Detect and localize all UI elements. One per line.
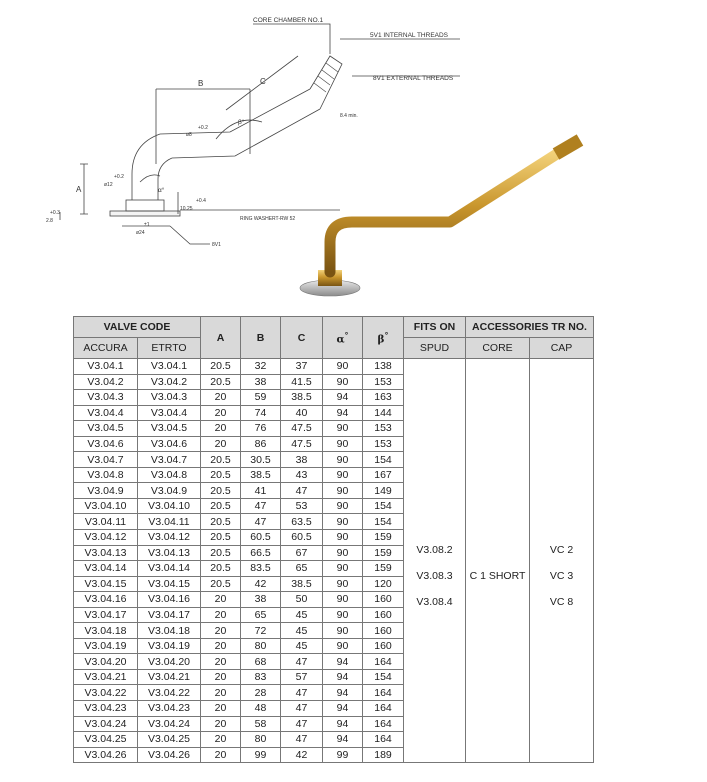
bent-tube-photo: [330, 152, 560, 272]
accura-header: ACCURA: [74, 338, 138, 359]
spud-cell: [404, 359, 466, 763]
brass-valve-stem-photo: [290, 130, 610, 305]
h1025-label: 10.25: [180, 206, 193, 212]
b-cell: 74: [241, 405, 281, 421]
etrto-cell: V3.04.24: [138, 716, 201, 732]
b-cell: 38: [241, 592, 281, 608]
a-cell: 20: [201, 732, 241, 748]
etrto-cell: V3.04.13: [138, 545, 201, 561]
beta-cell: 154: [363, 669, 404, 685]
etrto-cell: V3.04.21: [138, 669, 201, 685]
c-cell: 50: [281, 592, 323, 608]
c-cell: 57: [281, 669, 323, 685]
c-cell: 47: [281, 716, 323, 732]
threaded-tip-photo: [556, 140, 580, 154]
a-cell: 20: [201, 592, 241, 608]
alpha-arc: [140, 175, 160, 182]
accura-cell: V3.04.14: [74, 561, 138, 577]
b-cell: 47: [241, 498, 281, 514]
cap-header: CAP: [530, 338, 594, 359]
alpha-cell: 90: [323, 607, 363, 623]
cap-value: VC 2: [549, 543, 574, 556]
a-cell: 20: [201, 623, 241, 639]
alpha-cell: 90: [323, 623, 363, 639]
accura-cell: V3.04.16: [74, 592, 138, 608]
dim-b-label: B: [198, 79, 204, 88]
accura-cell: V3.04.11: [74, 514, 138, 530]
beta-cell: 149: [363, 483, 404, 499]
accura-cell: V3.04.24: [74, 716, 138, 732]
accura-cell: V3.04.6: [74, 436, 138, 452]
c-cell: 37: [281, 359, 323, 375]
a-cell: 20: [201, 716, 241, 732]
dim-c-label: C: [260, 77, 266, 86]
col-beta-header: [363, 317, 404, 359]
beta-cell: 160: [363, 607, 404, 623]
beta-label: β°: [238, 119, 245, 126]
alpha-cell: 94: [323, 654, 363, 670]
accura-cell: V3.04.1: [74, 359, 138, 375]
accura-cell: V3.04.15: [74, 576, 138, 592]
beta-cell: 120: [363, 576, 404, 592]
accura-cell: V3.04.3: [74, 390, 138, 406]
alpha-symbol: α: [336, 333, 345, 346]
core-header: CORE: [466, 338, 530, 359]
a-cell: 20.5: [201, 498, 241, 514]
etrto-cell: V3.04.17: [138, 607, 201, 623]
b-cell: 58: [241, 716, 281, 732]
b-cell: 38.5: [241, 467, 281, 483]
b-cell: 80: [241, 732, 281, 748]
c-cell: 38.5: [281, 576, 323, 592]
a-cell: 20.5: [201, 561, 241, 577]
beta-cell: 153: [363, 374, 404, 390]
a-cell: 20: [201, 654, 241, 670]
c-cell: 65: [281, 561, 323, 577]
alpha-degree: °: [344, 329, 349, 340]
etrto-cell: V3.04.22: [138, 685, 201, 701]
c-cell: 63.5: [281, 514, 323, 530]
a-cell: 20.5: [201, 483, 241, 499]
b-cell: 76: [241, 421, 281, 437]
beta-cell: 154: [363, 498, 404, 514]
core-chamber-label: CORE CHAMBER NO.1: [253, 17, 324, 24]
accura-cell: V3.04.8: [74, 467, 138, 483]
accura-cell: V3.04.12: [74, 530, 138, 546]
c-cell: 47: [281, 732, 323, 748]
spud-header: SPUD: [404, 338, 466, 359]
alpha-cell: 90: [323, 374, 363, 390]
beta-cell: 153: [363, 436, 404, 452]
beta-cell: 189: [363, 747, 404, 763]
etrto-cell: V3.04.18: [138, 623, 201, 639]
d12-tolerance: +0.2: [114, 174, 124, 180]
cap-value: VC 8: [549, 595, 574, 608]
alpha-cell: 94: [323, 405, 363, 421]
a-cell: 20.5: [201, 467, 241, 483]
spud-value: V3.08.4: [416, 595, 453, 608]
c-cell: 67: [281, 545, 323, 561]
c-cell: 47: [281, 654, 323, 670]
alpha-cell: 90: [323, 545, 363, 561]
col-c-header: C: [281, 317, 323, 359]
alpha-cell: 94: [323, 390, 363, 406]
accura-cell: V3.04.10: [74, 498, 138, 514]
a-cell: 20: [201, 685, 241, 701]
alpha-cell: 90: [323, 421, 363, 437]
a-cell: 20.5: [201, 374, 241, 390]
beta-cell: 159: [363, 561, 404, 577]
d12-label: ø12: [104, 182, 113, 188]
etrto-cell: V3.04.3: [138, 390, 201, 406]
etrto-header: ETRTO: [138, 338, 201, 359]
beta-cell: 164: [363, 732, 404, 748]
alpha-cell: 90: [323, 452, 363, 468]
etrto-cell: V3.04.7: [138, 452, 201, 468]
etrto-cell: V3.04.26: [138, 747, 201, 763]
etrto-cell: V3.04.5: [138, 421, 201, 437]
c-cell: 47.5: [281, 421, 323, 437]
beta-cell: 164: [363, 685, 404, 701]
accura-cell: V3.04.22: [74, 685, 138, 701]
c-cell: 38: [281, 452, 323, 468]
b-cell: 66.5: [241, 545, 281, 561]
c-cell: 38.5: [281, 390, 323, 406]
beta-degree: °: [384, 329, 389, 340]
a-cell: 20.5: [201, 530, 241, 546]
b-cell: 83.5: [241, 561, 281, 577]
c-cell: 47.5: [281, 436, 323, 452]
alpha-cell: 94: [323, 716, 363, 732]
core-value: C 1 SHORT: [469, 569, 526, 582]
b-cell: 38: [241, 374, 281, 390]
b-cell: 60.5: [241, 530, 281, 546]
beta-cell: 159: [363, 530, 404, 546]
b-cell: 30.5: [241, 452, 281, 468]
accura-cell: V3.04.20: [74, 654, 138, 670]
table-row: [74, 359, 594, 375]
a-cell: 20: [201, 747, 241, 763]
c-cell: 45: [281, 623, 323, 639]
d8-tolerance: +0.2: [198, 125, 208, 131]
a-cell: 20.5: [201, 545, 241, 561]
b-cell: 42: [241, 576, 281, 592]
alpha-cell: 90: [323, 483, 363, 499]
d8-label: ø8: [186, 132, 192, 138]
etrto-cell: V3.04.15: [138, 576, 201, 592]
a-cell: 20.5: [201, 452, 241, 468]
beta-cell: 163: [363, 390, 404, 406]
b-cell: 32: [241, 359, 281, 375]
b-cell: 41: [241, 483, 281, 499]
alpha-cell: 99: [323, 747, 363, 763]
beta-cell: 167: [363, 467, 404, 483]
a-cell: 20: [201, 638, 241, 654]
c-cell: 42: [281, 747, 323, 763]
etrto-cell: V3.04.11: [138, 514, 201, 530]
accura-cell: V3.04.13: [74, 545, 138, 561]
accura-cell: V3.04.25: [74, 732, 138, 748]
dim-a-label: A: [76, 185, 82, 194]
etrto-cell: V3.04.12: [138, 530, 201, 546]
b-cell: 99: [241, 747, 281, 763]
a-cell: 20.5: [201, 576, 241, 592]
a-cell: 20.5: [201, 359, 241, 375]
alpha-cell: 90: [323, 576, 363, 592]
c-cell: 47: [281, 483, 323, 499]
alpha-cell: 90: [323, 561, 363, 577]
etrto-cell: V3.04.4: [138, 405, 201, 421]
col-a-header: A: [201, 317, 241, 359]
alpha-cell: 90: [323, 592, 363, 608]
beta-cell: 144: [363, 405, 404, 421]
b-cell: 80: [241, 638, 281, 654]
etrto-cell: V3.04.14: [138, 561, 201, 577]
beta-cell: 160: [363, 592, 404, 608]
c-cell: 41.5: [281, 374, 323, 390]
beta-cell: 154: [363, 514, 404, 530]
external-threads-label: 8V1 EXTERNAL THREADS: [373, 75, 454, 82]
spud-value: V3.08.3: [416, 569, 453, 582]
accura-cell: V3.04.9: [74, 483, 138, 499]
valve-code-header: VALVE CODE: [74, 317, 201, 338]
a-cell: 20.5: [201, 514, 241, 530]
d24-tolerance: ±1: [144, 222, 150, 228]
accura-cell: V3.04.4: [74, 405, 138, 421]
accura-cell: V3.04.5: [74, 421, 138, 437]
fits-on-header: FITS ON: [404, 317, 466, 338]
ring-washer-shape: [110, 211, 180, 216]
alpha-cell: 90: [323, 467, 363, 483]
accura-cell: V3.04.23: [74, 701, 138, 717]
beta-cell: 160: [363, 623, 404, 639]
valve-spec-table: [73, 316, 594, 763]
alpha-cell: 94: [323, 732, 363, 748]
spud-value: V3.08.2: [416, 543, 453, 556]
threaded-tip: [310, 56, 342, 109]
alpha-cell: 94: [323, 669, 363, 685]
c-cell: 47: [281, 685, 323, 701]
d24-label: ø24: [136, 230, 145, 236]
beta-cell: 153: [363, 421, 404, 437]
alpha-cell: 94: [323, 701, 363, 717]
etrto-cell: V3.04.8: [138, 467, 201, 483]
accessories-header: ACCESSORIES TR NO.: [466, 317, 594, 338]
b-cell: 59: [241, 390, 281, 406]
etrto-cell: V3.04.25: [138, 732, 201, 748]
etrto-cell: V3.04.9: [138, 483, 201, 499]
etrto-cell: V3.04.23: [138, 701, 201, 717]
alpha-cell: 90: [323, 638, 363, 654]
core-cell: [466, 359, 530, 763]
alpha-cell: 94: [323, 685, 363, 701]
etrto-cell: V3.04.19: [138, 638, 201, 654]
alpha-cell: 90: [323, 359, 363, 375]
c-cell: 60.5: [281, 530, 323, 546]
base-thread-leader: [170, 226, 210, 244]
accura-cell: V3.04.2: [74, 374, 138, 390]
core-chamber-leader: [253, 24, 330, 54]
accura-cell: V3.04.7: [74, 452, 138, 468]
accura-cell: V3.04.26: [74, 747, 138, 763]
alpha-cell: 90: [323, 436, 363, 452]
beta-cell: 160: [363, 638, 404, 654]
h1025-tolerance: +0.4: [196, 198, 206, 204]
b-cell: 83: [241, 669, 281, 685]
b-cell: 47: [241, 514, 281, 530]
etrto-cell: V3.04.10: [138, 498, 201, 514]
base-nut-shape: [126, 200, 164, 211]
alpha-cell: 90: [323, 514, 363, 530]
accura-cell: V3.04.18: [74, 623, 138, 639]
a-cell: 20: [201, 421, 241, 437]
beta-cell: 159: [363, 545, 404, 561]
accura-cell: V3.04.17: [74, 607, 138, 623]
etrto-cell: V3.04.1: [138, 359, 201, 375]
a-cell: 20: [201, 405, 241, 421]
cap-cell: [530, 359, 594, 763]
a-cell: 20: [201, 607, 241, 623]
alpha-label: α°: [158, 187, 165, 194]
col-alpha-header: [323, 317, 363, 359]
beta-cell: 138: [363, 359, 404, 375]
base-thread-label: 8V1: [212, 242, 221, 248]
b-cell: 72: [241, 623, 281, 639]
internal-threads-label: 5V1 INTERNAL THREADS: [370, 32, 449, 39]
b-cell: 86: [241, 436, 281, 452]
beta-cell: 154: [363, 452, 404, 468]
b-cell: 28: [241, 685, 281, 701]
valve-spec-rows: [74, 359, 594, 763]
a-cell: 20: [201, 436, 241, 452]
beta-cell: 164: [363, 716, 404, 732]
min-label: 8.4 min.: [340, 113, 358, 119]
cap-value: VC 3: [549, 569, 574, 582]
a-cell: 20: [201, 390, 241, 406]
etrto-cell: V3.04.6: [138, 436, 201, 452]
b-cell: 68: [241, 654, 281, 670]
b-cell: 48: [241, 701, 281, 717]
col-b-header: B: [241, 317, 281, 359]
alpha-cell: 90: [323, 498, 363, 514]
accura-cell: V3.04.19: [74, 638, 138, 654]
beta-cell: 164: [363, 654, 404, 670]
ring-washer-label: RING WASHERT-RW 52: [240, 216, 296, 222]
c-cell: 47: [281, 701, 323, 717]
beta-symbol: β: [377, 333, 385, 346]
a-cell: 20: [201, 669, 241, 685]
etrto-cell: V3.04.2: [138, 374, 201, 390]
c-cell: 40: [281, 405, 323, 421]
alpha-cell: 90: [323, 530, 363, 546]
h28-label: 2.8: [46, 218, 53, 224]
h28-tolerance: +0.3: [50, 210, 60, 216]
etrto-cell: V3.04.16: [138, 592, 201, 608]
c-cell: 53: [281, 498, 323, 514]
b-cell: 65: [241, 607, 281, 623]
a-cell: 20: [201, 701, 241, 717]
c-cell: 45: [281, 638, 323, 654]
c-cell: 43: [281, 467, 323, 483]
accura-cell: V3.04.21: [74, 669, 138, 685]
beta-cell: 164: [363, 701, 404, 717]
c-cell: 45: [281, 607, 323, 623]
etrto-cell: V3.04.20: [138, 654, 201, 670]
